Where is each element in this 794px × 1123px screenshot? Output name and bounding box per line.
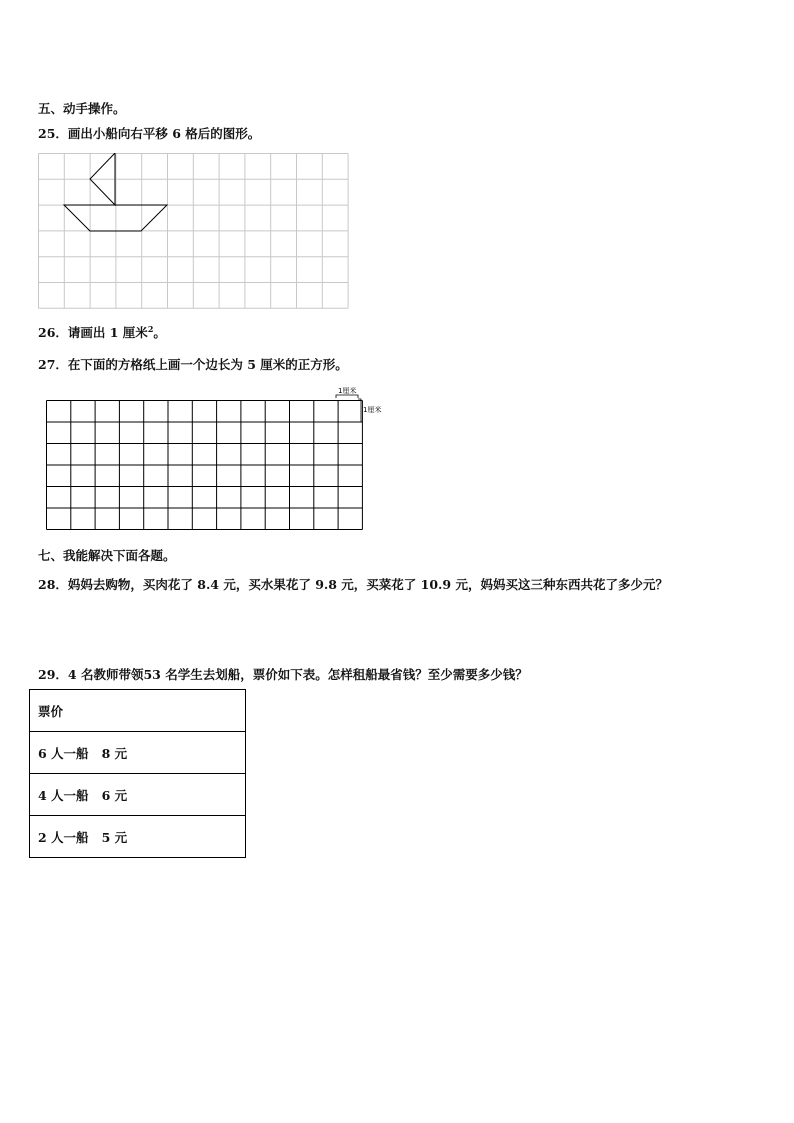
horizontal-scale-bracket bbox=[336, 395, 358, 398]
question-text: 请画出 1 厘米 bbox=[67, 325, 148, 340]
table-cell: 6 人一船 8 元 bbox=[30, 732, 246, 774]
table-row bbox=[30, 816, 246, 858]
question-28 bbox=[38, 575, 668, 593]
table-cell: 票价 bbox=[30, 690, 246, 732]
scale-label-horizontal: 1厘米 bbox=[338, 387, 357, 395]
question-text: 4 名教师带领53 名学生去划船，票价如下表。怎样租船最省钱？至少需要多少钱？ bbox=[67, 667, 528, 682]
question-number: 25． bbox=[38, 126, 68, 141]
table-cell: 4 人一船 6 元 bbox=[30, 774, 246, 816]
question-number: 27． bbox=[38, 357, 68, 372]
section5-heading: 五、动手操作。 bbox=[38, 101, 126, 116]
question-number: 26． bbox=[38, 325, 68, 340]
question-text: 妈妈去购物，买肉花了 8.4 元，买水果花了 9.8 元，买菜花了 10.9 元，妈妈买这三种东西共花了多少元？ bbox=[67, 577, 668, 592]
boat-grid bbox=[38, 153, 349, 310]
question-number: 29． bbox=[38, 667, 68, 682]
scale-markers bbox=[336, 395, 361, 422]
table-row bbox=[30, 690, 246, 732]
question-text: 在下面的方格纸上画一个边长为 5 厘米的正方形。 bbox=[67, 357, 348, 372]
scale-label-vertical: 1厘米 bbox=[363, 406, 382, 414]
square-grid bbox=[40, 384, 400, 534]
question-27 bbox=[38, 355, 348, 373]
ticket-price-table bbox=[29, 689, 246, 858]
question-26 bbox=[38, 323, 166, 341]
question-number: 28． bbox=[38, 577, 68, 592]
question-text: 画出小船向右平移 6 格后的图形。 bbox=[67, 126, 261, 141]
table-row bbox=[30, 732, 246, 774]
vertical-scale-bracket bbox=[358, 399, 361, 422]
superscript: 2 bbox=[147, 323, 154, 334]
table-cell: 2 人一船 5 元 bbox=[30, 816, 246, 858]
section7-heading: 七、我能解决下面各题。 bbox=[38, 548, 176, 563]
question-29 bbox=[38, 665, 528, 683]
question-text-end: 。 bbox=[153, 325, 166, 340]
table-row bbox=[30, 774, 246, 816]
question-25 bbox=[38, 124, 260, 142]
